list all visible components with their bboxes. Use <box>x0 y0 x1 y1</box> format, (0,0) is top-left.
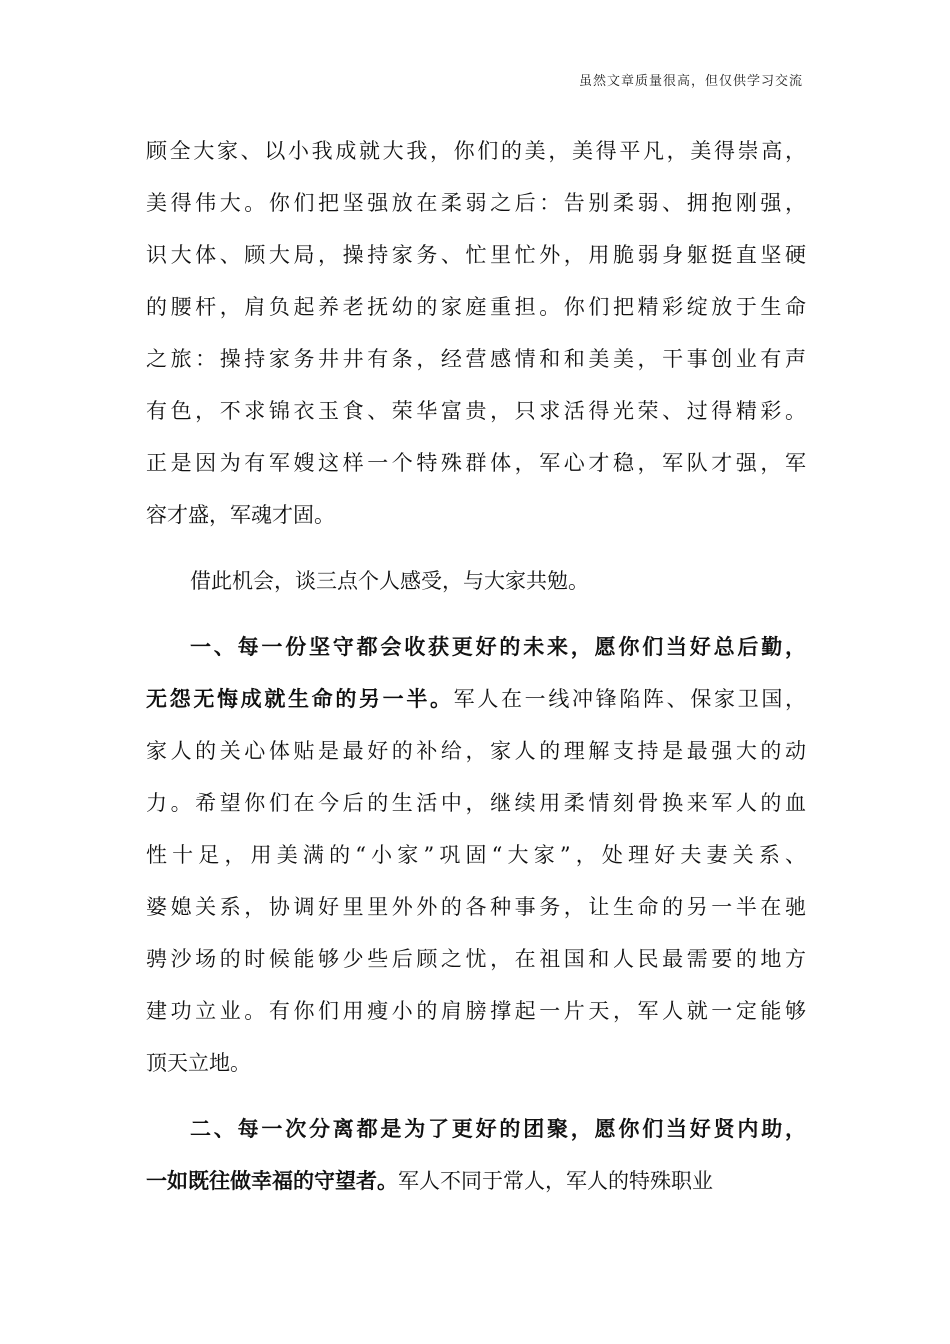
paragraph-line: 骋沙场的时候能够少些后顾之忧，在祖国和人民最需要的地方 <box>146 947 806 971</box>
header-note: 虽然文章质量很高，但仅供学习交流 <box>578 74 803 89</box>
paragraph-spacer <box>146 541 806 555</box>
paragraph-3 <box>146 621 806 1089</box>
paragraph-spacer <box>146 1089 806 1103</box>
section-heading-1: 一、每一份坚守都会收获更好的未来，愿你们当好总后勤， <box>190 634 806 659</box>
document-body <box>146 125 806 1207</box>
section-heading-1-cont: 无怨无悔成就生命的另一半。 <box>146 686 454 711</box>
paragraph-line: 婆媳关系，协调好里里外外的各种事务，让生命的另一半在驰 <box>146 895 806 919</box>
paragraph-2 <box>146 555 806 607</box>
section-heading-2-cont: 一如既往做幸福的守望者。 <box>146 1168 398 1193</box>
paragraph-line: 力。希望你们在今后的生活中，继续用柔情刻骨换来军人的血 <box>146 791 806 815</box>
paragraph-4 <box>146 1103 806 1207</box>
paragraph-line: 顾全大家、以小我成就大我，你们的美，美得平凡，美得崇高， <box>146 139 806 163</box>
paragraph-line: 家人的关心体贴是最好的补给，家人的理解支持是最强大的动 <box>146 739 806 763</box>
paragraph-line: 美得伟大。你们把坚强放在柔弱之后：告别柔弱、拥抱刚强， <box>146 191 806 215</box>
paragraph-line: 容才盛，军魂才固。 <box>146 503 335 527</box>
paragraph-line: 有色，不求锦衣玉食、荣华富贵，只求活得光荣、过得精彩。 <box>146 399 806 423</box>
paragraph-spacer <box>146 607 806 621</box>
paragraph-line: 识大体、顾大局，操持家务、忙里忙外，用脆弱身躯挺直坚硬 <box>146 243 806 267</box>
paragraph-line: 借此机会，谈三点个人感受，与大家共勉。 <box>190 569 589 593</box>
paragraph-text: 军人不同于常人，军人的特殊职业 <box>398 1169 713 1193</box>
paragraph-text: 军人在一线冲锋陷阵、保家卫国， <box>453 687 807 711</box>
paragraph-1 <box>146 125 806 541</box>
paragraph-line: 之旅：操持家务井井有条，经营感情和和美美，干事创业有声 <box>146 347 806 371</box>
paragraph-line <box>146 1155 806 1207</box>
paragraph-line: 顶天立地。 <box>146 1051 251 1075</box>
paragraph-line: 正是因为有军嫂这样一个特殊群体，军心才稳，军队才强，军 <box>146 451 806 475</box>
paragraph-line <box>146 673 806 725</box>
section-heading-2: 二、每一次分离都是为了更好的团聚，愿你们当好贤内助， <box>190 1116 806 1141</box>
paragraph-line: 性十足，用美满的“小家”巩固“大家”，处理好夫妻关系、 <box>146 843 806 867</box>
paragraph-line: 的腰杆，肩负起养老抚幼的家庭重担。你们把精彩绽放于生命 <box>146 295 806 319</box>
paragraph-line: 建功立业。有你们用瘦小的肩膀撑起一片天，军人就一定能够 <box>146 999 806 1023</box>
